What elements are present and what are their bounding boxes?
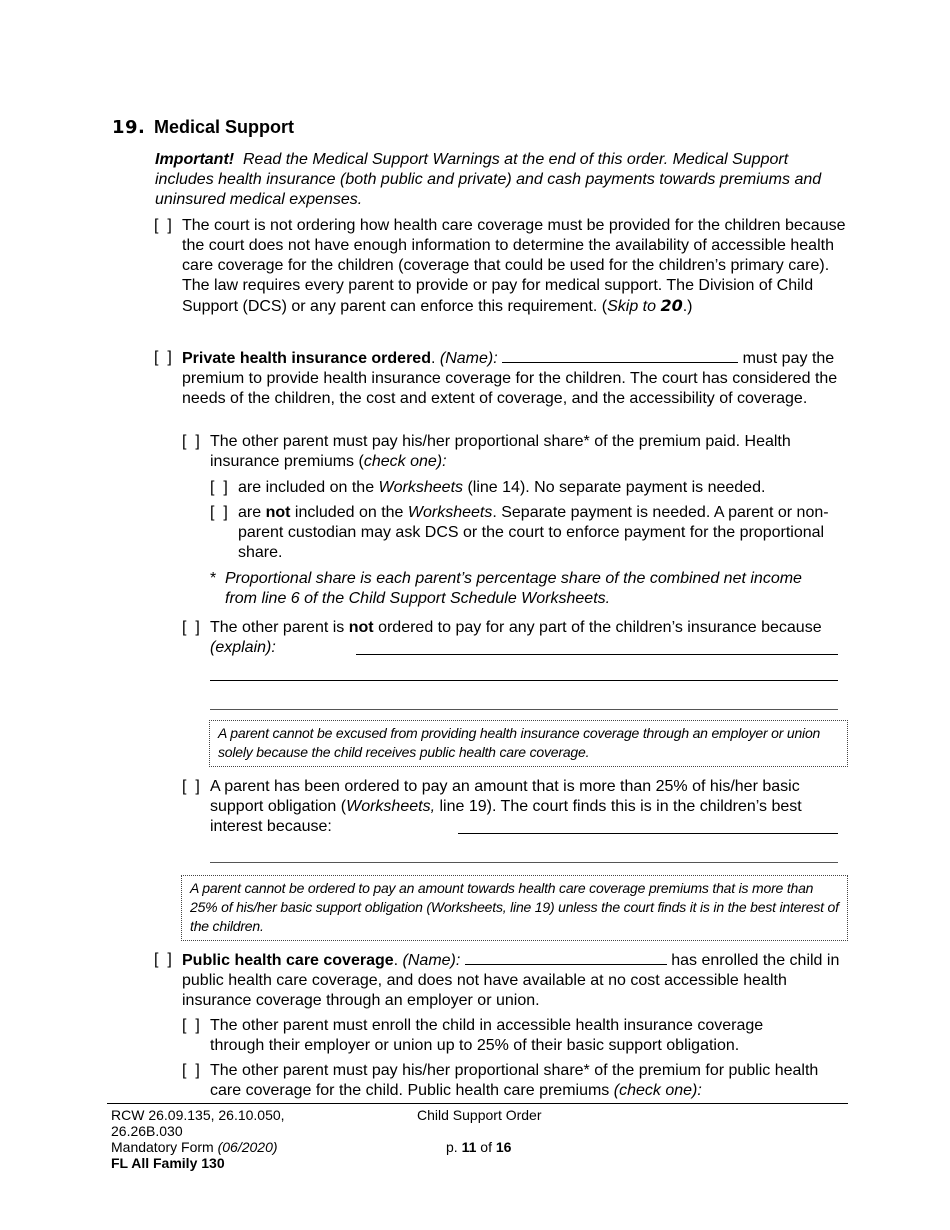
- public-name-field[interactable]: [465, 950, 667, 965]
- checkbox-not-ordering[interactable]: [ ]: [154, 217, 172, 234]
- explain-label: (explain):: [210, 639, 276, 656]
- section-title: Medical Support: [154, 117, 295, 137]
- not-ordered-post: ordered to pay for any part of the children’s insurance because: [373, 619, 822, 636]
- explain-field-line-1[interactable]: [356, 654, 838, 655]
- checkbox-other-parent-pays[interactable]: [ ]: [182, 433, 200, 450]
- option-not-ordering: [182, 216, 847, 317]
- public-title: Public health care coverage: [182, 952, 394, 969]
- note-excused: A parent cannot be excused from providing health insurance coverage through an employer or union solely because the child receives public health care coverage.: [209, 720, 848, 767]
- section-number: 19.: [112, 117, 146, 138]
- page-of: of: [476, 1139, 496, 1155]
- option-pay-share: [210, 1061, 820, 1101]
- skip-end: .): [682, 298, 693, 315]
- footer-form-id: FL All Family 130: [111, 1155, 225, 1171]
- private-name-field[interactable]: [502, 348, 738, 363]
- over-25-worksheets: Worksheets,: [346, 798, 436, 815]
- option-enroll: The other parent must enroll the child in accessible health insurance coverage through their employer or union up to 25% of their basic support obligation.: [210, 1017, 764, 1054]
- footer-form-date: (06/2020): [217, 1139, 278, 1155]
- footer-rcw-2: 26.26B.030: [111, 1123, 183, 1139]
- private-name-label: (Name):: [439, 350, 498, 367]
- footer-rcw-1: RCW 26.09.135, 26.10.050,: [111, 1107, 285, 1123]
- pay-share-text: The other parent must pay his/her proportional share* of the premium for public health care coverage for the child. Public health care premiums: [210, 1062, 819, 1099]
- included-pre: are included on the: [238, 479, 379, 496]
- checkbox-over-25[interactable]: [ ]: [182, 778, 200, 795]
- important-lead: Important!: [155, 151, 235, 168]
- not-included-worksheets: Worksheets: [407, 504, 493, 521]
- option-public-coverage: Public health care coverage. (Name): has enrolled the child in public health care coverage, and does not have available at no cost accessible health insurance coverage through an employer or union.: [182, 952, 840, 1009]
- over-25-pre: A parent has been ordered to pay an amount that is more than 25% of his/her basic support obligation (: [210, 778, 800, 815]
- public-text: child in public health care coverage, and does not have available at no cost accessible health insurance coverage through an employer or union.: [182, 952, 840, 1009]
- important-notice: [155, 150, 845, 210]
- over-25-post: line 19). The court finds this is in the children’s best interest because:: [210, 798, 802, 835]
- footer-mandatory: [111, 1139, 285, 1155]
- not-ordered-pre: The other parent is: [210, 619, 349, 636]
- page-prefix: p.: [446, 1139, 462, 1155]
- private-after-name: must pay: [742, 350, 808, 367]
- footer-title: Child Support Order: [417, 1107, 542, 1123]
- not-included-post: . Separate payment is needed. A parent or non-parent custodian may ask DCS or the court to enforce payment for the proportional share.: [238, 504, 829, 561]
- important-text: Read the Medical Support Warnings at the end of this order. Medical Support includes health insurance (both public and private) and cash payments towards premiums and uninsured medical expenses.: [155, 151, 822, 208]
- footnote-text: Proportional share is each parent’s percentage share of the combined net income from line 6 of the Child Support Schedule Worksheets.: [225, 570, 802, 607]
- not-included-not: not: [265, 504, 291, 521]
- option-private-insurance: Private health insurance ordered. (Name): must pay the premium to provide health insurance coverage for the children. The court has considered the needs of the children, the cost and extent of coverage, and the accessibility of coverage.: [182, 350, 838, 407]
- footer-mandatory-label: Mandatory Form: [111, 1139, 218, 1155]
- checkbox-public-coverage[interactable]: [ ]: [154, 951, 172, 968]
- option-not-ordered: [210, 618, 847, 658]
- note-25-percent: A parent cannot be ordered to pay an amount towards health care coverage premiums that is more than 25% of his/her basic support obligation (Worksheets, line 19) unless the court finds it is in the best interest of the children.: [181, 875, 848, 941]
- pay-share-check-one: (check one):: [613, 1082, 702, 1099]
- footer-rule: [107, 1103, 848, 1104]
- checkbox-enroll[interactable]: [ ]: [182, 1017, 200, 1034]
- best-interest-field-line-1[interactable]: [458, 833, 838, 834]
- skip-label: Skip to: [607, 298, 661, 315]
- option-premiums-not-included: [238, 503, 843, 563]
- explain-field-line-2[interactable]: [210, 680, 838, 681]
- explain-field-line-3[interactable]: [210, 709, 838, 710]
- public-after-name: has enrolled the: [671, 952, 786, 969]
- other-parent-pays-text: The other parent must pay his/her proportional share* of the premium paid. Health insurance premiums (: [210, 433, 791, 470]
- section-heading: [112, 116, 294, 139]
- best-interest-field-line-2[interactable]: [210, 862, 838, 863]
- public-name-label: (Name):: [402, 952, 461, 969]
- not-ordering-text: The court is not ordering how health care coverage must be provided for the children because the court does not have enough information to determine the availability of accessible health care coverage for the children (coverage that could be used for the children’s primary care). The law requires every parent to provide or pay for medical support. The Division of Child Support (DCS) or any parent can enforce this requirement. (: [182, 217, 846, 315]
- option-other-parent-pays: [210, 432, 847, 472]
- option-over-25: [210, 777, 835, 837]
- not-included-mid: included on the: [290, 504, 408, 521]
- included-post: (line 14). No separate payment is needed.: [463, 479, 766, 496]
- private-text: the premium to provide health insurance coverage for the children. The court has considered the needs of the children, the cost and extent of coverage, and the accessibility of coverage.: [182, 350, 838, 407]
- page-total: 16: [495, 1139, 512, 1155]
- private-insurance-title: Private health insurance ordered: [182, 350, 431, 367]
- footer-page: [446, 1139, 511, 1155]
- not-included-pre: are: [238, 504, 266, 521]
- footer-left: [111, 1107, 285, 1171]
- page-number: 11: [461, 1139, 477, 1155]
- checkbox-premiums-included[interactable]: [ ]: [210, 479, 228, 496]
- checkbox-premiums-not-included[interactable]: [ ]: [210, 504, 228, 521]
- footnote-mark: *: [210, 570, 217, 587]
- checkbox-not-ordered[interactable]: [ ]: [182, 619, 200, 636]
- checkbox-private-insurance[interactable]: [ ]: [154, 349, 172, 366]
- check-one-label: check one):: [363, 453, 447, 470]
- included-worksheets: Worksheets: [378, 479, 464, 496]
- checkbox-pay-share[interactable]: [ ]: [182, 1062, 200, 1079]
- skip-target: 20: [660, 296, 683, 315]
- option-premiums-included: [238, 478, 848, 498]
- not-ordered-not: not: [348, 619, 374, 636]
